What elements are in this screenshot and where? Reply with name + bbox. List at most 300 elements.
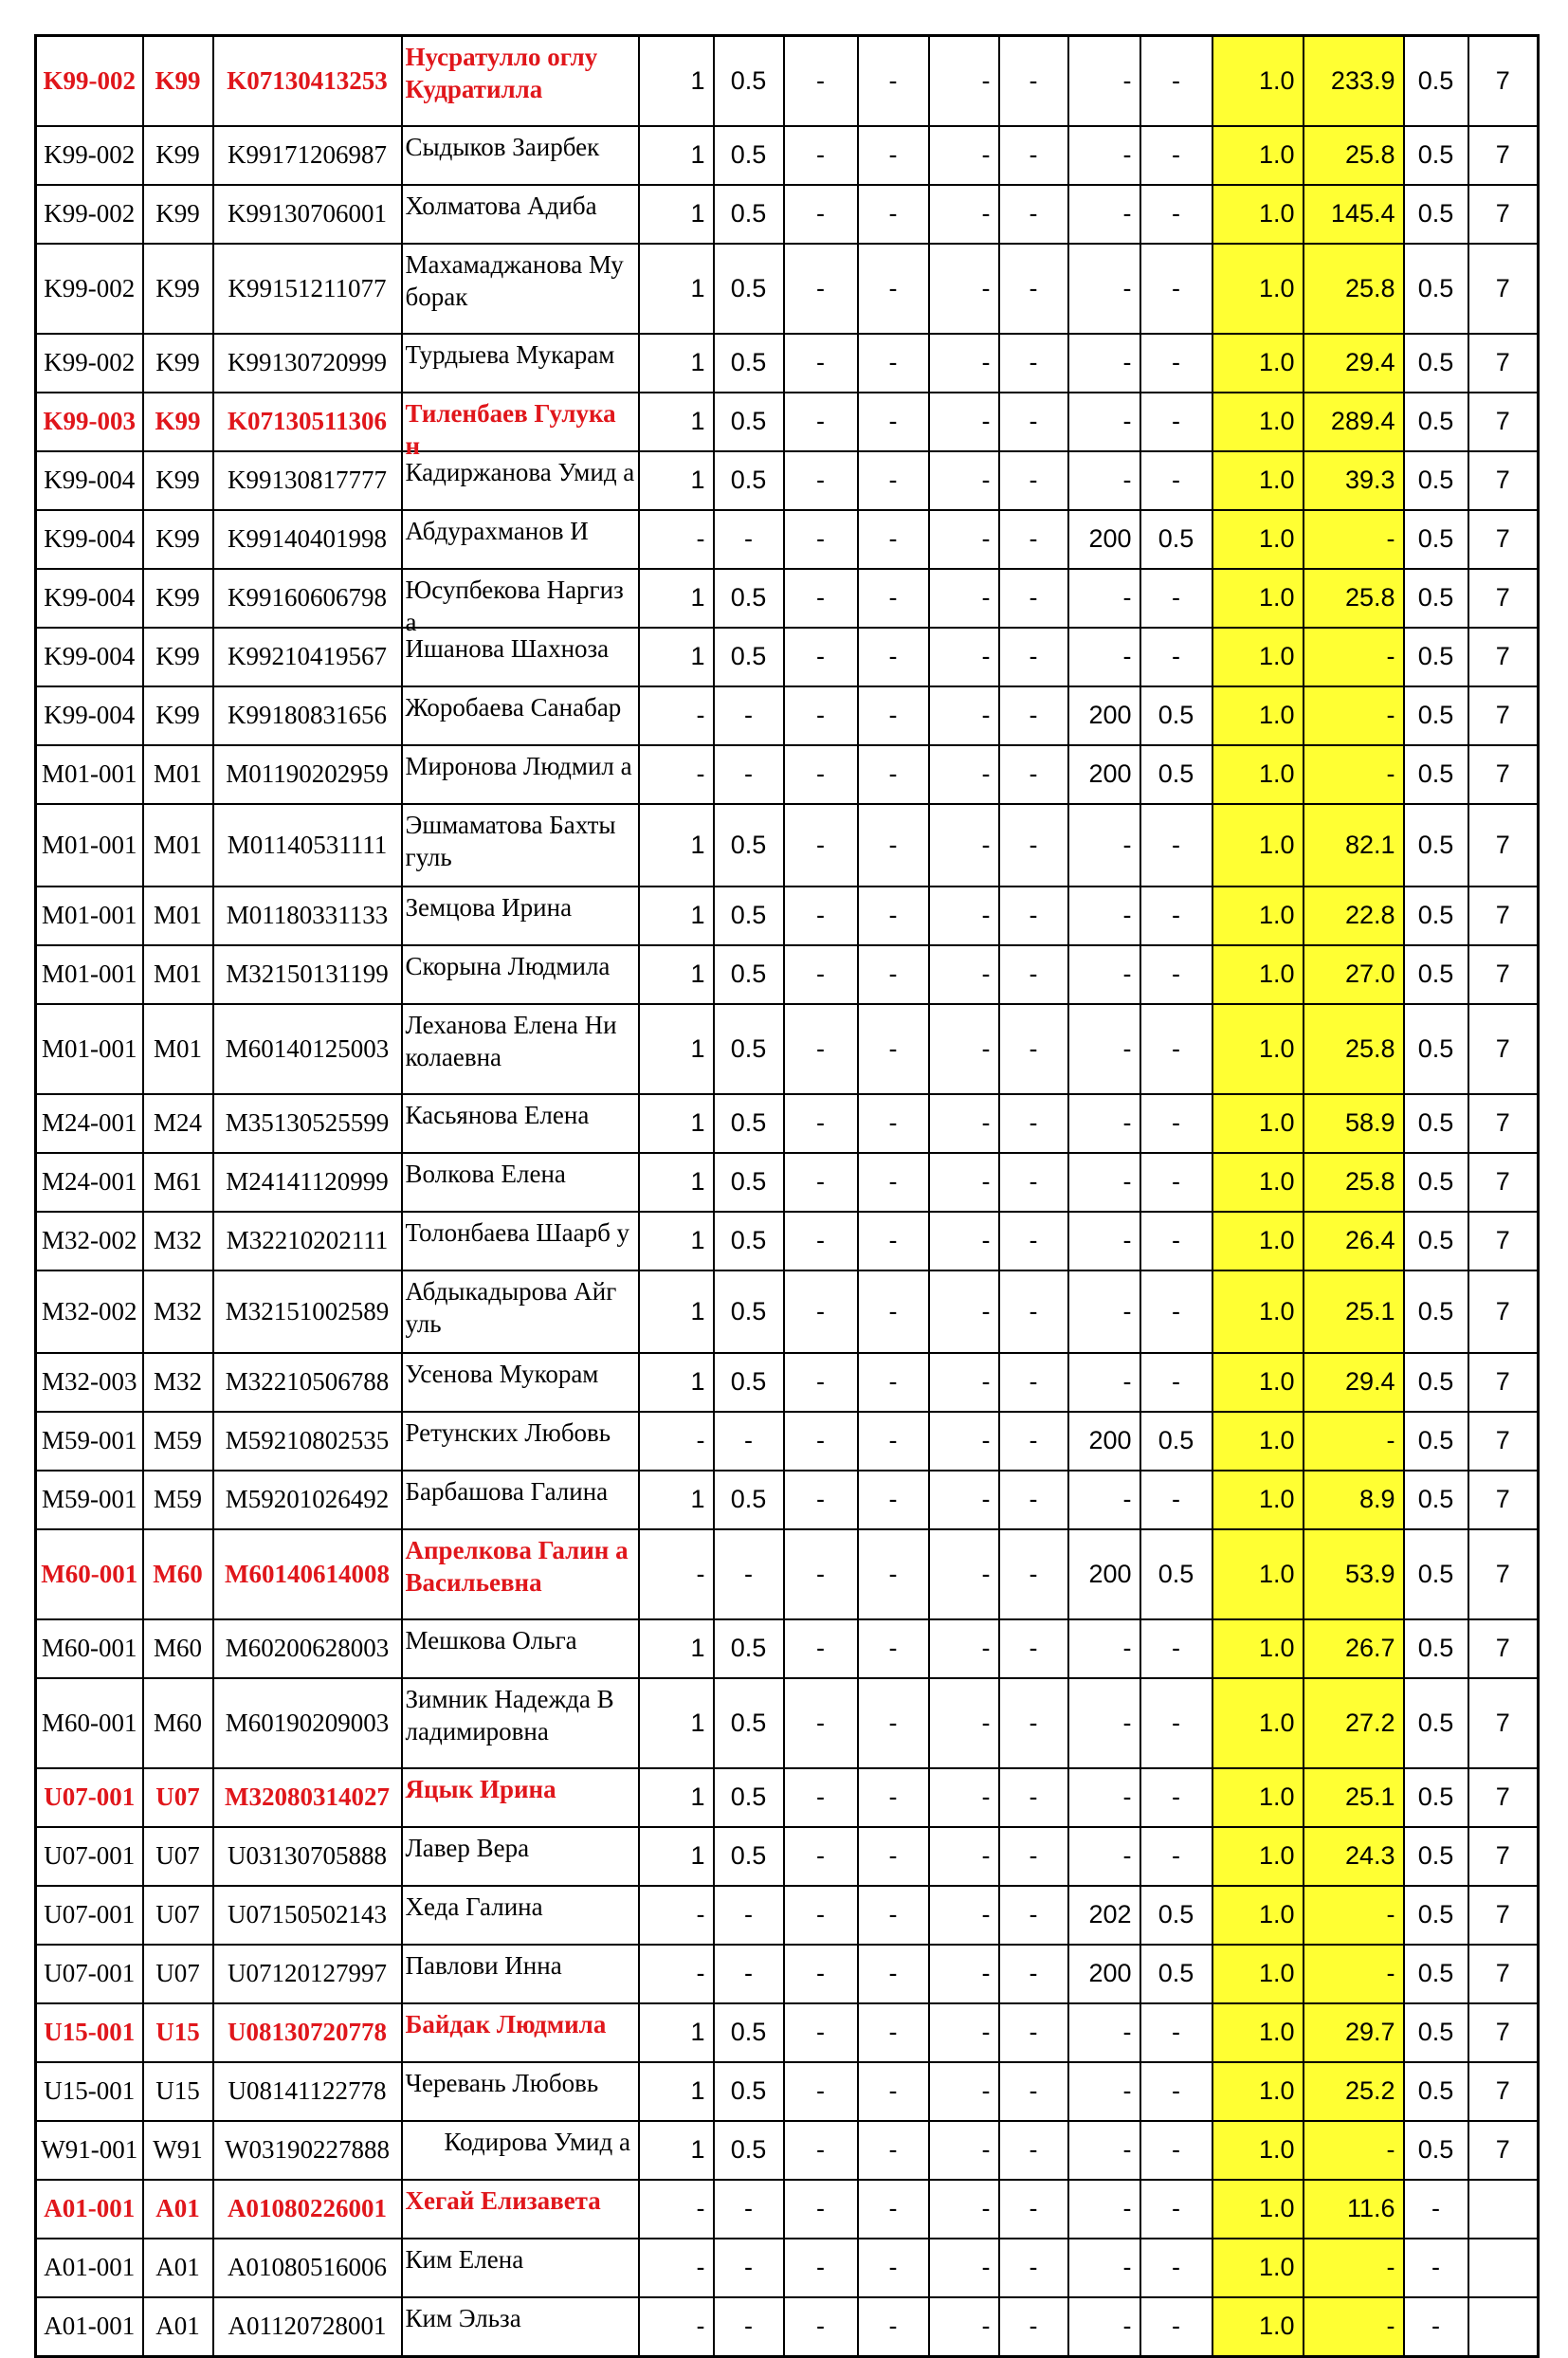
account-code-cell: M01-001 <box>36 1004 143 1094</box>
col-4-cell: - <box>858 1945 929 2003</box>
table-row <box>36 1153 1539 1212</box>
rate-cell: 0.5 <box>714 185 784 244</box>
factor-cell: 1.0 <box>1212 1529 1304 1619</box>
client-name-text: Махамаджанова Му борак <box>405 250 624 311</box>
col-3-cell: - <box>784 1212 858 1270</box>
branch-cell: U07 <box>143 1768 213 1827</box>
branch-cell: M01 <box>143 1004 213 1094</box>
table-row <box>36 451 1539 510</box>
value-cell: - <box>1304 2121 1404 2180</box>
account-code-cell: M01-001 <box>36 804 143 887</box>
amount-rate-cell: - <box>1140 2121 1212 2180</box>
factor-cell: 1.0 <box>1212 628 1304 686</box>
factor-cell: 1.0 <box>1212 1094 1304 1153</box>
branch-cell: K99 <box>143 686 213 745</box>
count-cell: - <box>639 510 714 569</box>
branch-cell: K99 <box>143 393 213 451</box>
col-6-cell: - <box>999 1768 1068 1827</box>
client-name-text: Холматова Адиба <box>405 192 597 220</box>
level-cell: 7 <box>1468 1471 1539 1529</box>
factor-cell: 1.0 <box>1212 334 1304 393</box>
amount-cell: - <box>1068 36 1140 127</box>
col-3-cell: - <box>784 1886 858 1945</box>
rate-cell: - <box>714 2239 784 2297</box>
col-4-cell: - <box>858 126 929 185</box>
client-id-cell: K07130413253 <box>213 36 402 127</box>
rate-cell: 0.5 <box>714 334 784 393</box>
col-5-cell: - <box>929 1212 999 1270</box>
client-id-cell: K99160606798 <box>213 569 402 628</box>
client-name-cell <box>402 945 639 1004</box>
table-row <box>36 1827 1539 1886</box>
col-6-cell: - <box>999 2003 1068 2062</box>
share-cell: 0.5 <box>1404 393 1468 451</box>
share-cell: 0.5 <box>1404 1529 1468 1619</box>
table-row <box>36 1270 1539 1353</box>
amount-cell: - <box>1068 2003 1140 2062</box>
account-code-cell: K99-002 <box>36 244 143 334</box>
col-4-cell: - <box>858 945 929 1004</box>
value-cell: - <box>1304 628 1404 686</box>
amount-rate-cell: - <box>1140 2180 1212 2239</box>
table-row <box>36 1212 1539 1270</box>
col-5-cell: - <box>929 2062 999 2121</box>
value-cell: - <box>1304 1945 1404 2003</box>
share-cell: 0.5 <box>1404 1094 1468 1153</box>
col-3-cell: - <box>784 2121 858 2180</box>
branch-cell: U07 <box>143 1886 213 1945</box>
client-name-cell <box>402 1212 639 1270</box>
client-id-cell: M35130525599 <box>213 1094 402 1153</box>
col-3-cell: - <box>784 451 858 510</box>
col-4-cell: - <box>858 569 929 628</box>
rate-cell: - <box>714 1412 784 1471</box>
value-cell: 8.9 <box>1304 1471 1404 1529</box>
share-cell: 0.5 <box>1404 1153 1468 1212</box>
amount-cell: 200 <box>1068 1412 1140 1471</box>
amount-rate-cell: - <box>1140 1353 1212 1412</box>
branch-cell: M32 <box>143 1270 213 1353</box>
rate-cell: 0.5 <box>714 887 784 945</box>
client-id-cell: U07120127997 <box>213 1945 402 2003</box>
amount-cell: - <box>1068 1827 1140 1886</box>
col-6-cell: - <box>999 1678 1068 1768</box>
client-id-cell: M01190202959 <box>213 745 402 804</box>
share-cell: 0.5 <box>1404 887 1468 945</box>
col-6-cell: - <box>999 1945 1068 2003</box>
col-4-cell: - <box>858 745 929 804</box>
branch-cell: A01 <box>143 2297 213 2357</box>
client-name-cell <box>402 1153 639 1212</box>
col-3-cell: - <box>784 1678 858 1768</box>
col-5-cell: - <box>929 1827 999 1886</box>
value-cell: 29.4 <box>1304 334 1404 393</box>
value-cell: - <box>1304 1412 1404 1471</box>
amount-cell: 200 <box>1068 1529 1140 1619</box>
client-name-text: Усенова Мукорам <box>405 1360 599 1388</box>
branch-cell: A01 <box>143 2180 213 2239</box>
col-5-cell: - <box>929 2180 999 2239</box>
client-name-cell <box>402 628 639 686</box>
col-4-cell: - <box>858 1827 929 1886</box>
client-name-text: Хегай Елизавета <box>405 2186 601 2215</box>
account-code-cell: U15-001 <box>36 2062 143 2121</box>
col-4-cell: - <box>858 1768 929 1827</box>
rate-cell: - <box>714 745 784 804</box>
col-5-cell: - <box>929 244 999 334</box>
factor-cell: 1.0 <box>1212 2121 1304 2180</box>
value-cell: 22.8 <box>1304 887 1404 945</box>
amount-cell: - <box>1068 1471 1140 1529</box>
amount-rate-cell: - <box>1140 393 1212 451</box>
table-row <box>36 2180 1539 2239</box>
col-6-cell: - <box>999 1270 1068 1353</box>
branch-cell: M60 <box>143 1529 213 1619</box>
level-cell: 7 <box>1468 334 1539 393</box>
share-cell: 0.5 <box>1404 36 1468 127</box>
client-name-text: Лавер Вера <box>405 1834 530 1862</box>
table-body <box>36 36 1539 2357</box>
client-id-cell: U08130720778 <box>213 2003 402 2062</box>
factor-cell: 1.0 <box>1212 1619 1304 1678</box>
share-cell: 0.5 <box>1404 334 1468 393</box>
col-3-cell: - <box>784 1412 858 1471</box>
client-name-text: Сыдыков Заирбек <box>405 133 600 161</box>
factor-cell: 1.0 <box>1212 945 1304 1004</box>
amount-cell: - <box>1068 2180 1140 2239</box>
count-cell: 1 <box>639 628 714 686</box>
col-4-cell: - <box>858 1004 929 1094</box>
col-4-cell: - <box>858 334 929 393</box>
share-cell: 0.5 <box>1404 2121 1468 2180</box>
col-4-cell: - <box>858 686 929 745</box>
table-row <box>36 244 1539 334</box>
amount-cell: 200 <box>1068 510 1140 569</box>
share-cell: 0.5 <box>1404 1768 1468 1827</box>
client-id-cell: M32210506788 <box>213 1353 402 1412</box>
client-name-text: Турдыева Мукарам <box>405 340 615 369</box>
factor-cell: 1.0 <box>1212 185 1304 244</box>
amount-cell: - <box>1068 804 1140 887</box>
factor-cell: 1.0 <box>1212 244 1304 334</box>
factor-cell: 1.0 <box>1212 126 1304 185</box>
count-cell: 1 <box>639 1827 714 1886</box>
rate-cell: 0.5 <box>714 1619 784 1678</box>
factor-cell: 1.0 <box>1212 451 1304 510</box>
client-name-text: Зимник Надежда В ладимировна <box>405 1685 614 1746</box>
client-id-cell: K99130817777 <box>213 451 402 510</box>
col-5-cell: - <box>929 887 999 945</box>
col-4-cell: - <box>858 1678 929 1768</box>
amount-rate-cell: - <box>1140 2062 1212 2121</box>
rate-cell: 0.5 <box>714 2003 784 2062</box>
col-6-cell: - <box>999 510 1068 569</box>
col-5-cell: - <box>929 1886 999 1945</box>
table-row <box>36 628 1539 686</box>
rate-cell: 0.5 <box>714 1270 784 1353</box>
rate-cell: - <box>714 1886 784 1945</box>
amount-cell: - <box>1068 628 1140 686</box>
level-cell: 7 <box>1468 451 1539 510</box>
col-3-cell: - <box>784 945 858 1004</box>
branch-cell: M60 <box>143 1678 213 1768</box>
table-row <box>36 510 1539 569</box>
col-3-cell: - <box>784 745 858 804</box>
account-code-cell: M24-001 <box>36 1153 143 1212</box>
col-3-cell: - <box>784 804 858 887</box>
count-cell: 1 <box>639 2121 714 2180</box>
col-5-cell: - <box>929 334 999 393</box>
col-4-cell: - <box>858 244 929 334</box>
amount-rate-cell: - <box>1140 1827 1212 1886</box>
factor-cell: 1.0 <box>1212 393 1304 451</box>
share-cell: 0.5 <box>1404 1212 1468 1270</box>
amount-rate-cell: - <box>1140 945 1212 1004</box>
col-4-cell: - <box>858 2297 929 2357</box>
amount-rate-cell: 0.5 <box>1140 1412 1212 1471</box>
client-name-cell <box>402 510 639 569</box>
factor-cell: 1.0 <box>1212 1471 1304 1529</box>
col-3-cell: - <box>784 1353 858 1412</box>
account-code-cell: K99-004 <box>36 686 143 745</box>
table-row <box>36 1945 1539 2003</box>
client-name-cell <box>402 244 639 334</box>
amount-rate-cell: - <box>1140 36 1212 127</box>
level-cell: 7 <box>1468 185 1539 244</box>
table-row <box>36 2003 1539 2062</box>
count-cell: - <box>639 2180 714 2239</box>
value-cell: 25.2 <box>1304 2062 1404 2121</box>
amount-cell: - <box>1068 1270 1140 1353</box>
amount-cell: - <box>1068 126 1140 185</box>
share-cell: 0.5 <box>1404 1412 1468 1471</box>
col-4-cell: - <box>858 1619 929 1678</box>
count-cell: 1 <box>639 2062 714 2121</box>
share-cell: 0.5 <box>1404 1353 1468 1412</box>
account-code-cell: M59-001 <box>36 1471 143 1529</box>
amount-cell: - <box>1068 1153 1140 1212</box>
amount-rate-cell: - <box>1140 1094 1212 1153</box>
rate-cell: - <box>714 2180 784 2239</box>
level-cell <box>1468 2297 1539 2357</box>
branch-cell: K99 <box>143 510 213 569</box>
count-cell: - <box>639 1945 714 2003</box>
amount-cell: 202 <box>1068 1886 1140 1945</box>
rate-cell: - <box>714 686 784 745</box>
col-4-cell: - <box>858 2239 929 2297</box>
value-cell: 27.2 <box>1304 1678 1404 1768</box>
table-row <box>36 1471 1539 1529</box>
table-row <box>36 1678 1539 1768</box>
share-cell: 0.5 <box>1404 804 1468 887</box>
rate-cell: 0.5 <box>714 1768 784 1827</box>
level-cell: 7 <box>1468 887 1539 945</box>
amount-rate-cell: - <box>1140 244 1212 334</box>
amount-cell: - <box>1068 887 1140 945</box>
rate-cell: 0.5 <box>714 1212 784 1270</box>
branch-cell: K99 <box>143 569 213 628</box>
amount-rate-cell: - <box>1140 1212 1212 1270</box>
branch-cell: K99 <box>143 628 213 686</box>
share-cell: - <box>1404 2180 1468 2239</box>
amount-rate-cell: - <box>1140 451 1212 510</box>
col-4-cell: - <box>858 451 929 510</box>
table-row <box>36 2062 1539 2121</box>
branch-cell: K99 <box>143 36 213 127</box>
level-cell: 7 <box>1468 1004 1539 1094</box>
client-name-text: Барбашова Галина <box>405 1477 609 1506</box>
branch-cell: M01 <box>143 887 213 945</box>
col-6-cell: - <box>999 887 1068 945</box>
level-cell: 7 <box>1468 2121 1539 2180</box>
value-cell: 26.4 <box>1304 1212 1404 1270</box>
rate-cell: 0.5 <box>714 1353 784 1412</box>
rate-cell: 0.5 <box>714 451 784 510</box>
col-5-cell: - <box>929 2297 999 2357</box>
col-5-cell: - <box>929 1768 999 1827</box>
col-4-cell: - <box>858 1529 929 1619</box>
table-row <box>36 1768 1539 1827</box>
value-cell: 26.7 <box>1304 1619 1404 1678</box>
col-5-cell: - <box>929 2121 999 2180</box>
level-cell: 7 <box>1468 1945 1539 2003</box>
count-cell: 1 <box>639 2003 714 2062</box>
col-4-cell: - <box>858 1212 929 1270</box>
level-cell: 7 <box>1468 1827 1539 1886</box>
amount-rate-cell: - <box>1140 804 1212 887</box>
account-code-cell: K99-002 <box>36 185 143 244</box>
amount-cell: - <box>1068 185 1140 244</box>
table-row <box>36 1619 1539 1678</box>
col-6-cell: - <box>999 244 1068 334</box>
col-5-cell: - <box>929 945 999 1004</box>
col-6-cell: - <box>999 945 1068 1004</box>
amount-cell: - <box>1068 1678 1140 1768</box>
level-cell: 7 <box>1468 2003 1539 2062</box>
col-3-cell: - <box>784 887 858 945</box>
factor-cell: 1.0 <box>1212 686 1304 745</box>
client-name-cell <box>402 2239 639 2297</box>
client-id-cell: A01080226001 <box>213 2180 402 2239</box>
share-cell: 0.5 <box>1404 2062 1468 2121</box>
value-cell: 58.9 <box>1304 1094 1404 1153</box>
client-id-cell: U07150502143 <box>213 1886 402 1945</box>
col-5-cell: - <box>929 628 999 686</box>
amount-cell: - <box>1068 1619 1140 1678</box>
account-code-cell: M59-001 <box>36 1412 143 1471</box>
col-3-cell: - <box>784 1153 858 1212</box>
client-id-cell: K99171206987 <box>213 126 402 185</box>
client-name-cell <box>402 1353 639 1412</box>
count-cell: - <box>639 745 714 804</box>
amount-cell: - <box>1068 393 1140 451</box>
client-name-cell <box>402 1412 639 1471</box>
level-cell: 7 <box>1468 1619 1539 1678</box>
amount-cell: - <box>1068 2239 1140 2297</box>
amount-rate-cell: - <box>1140 887 1212 945</box>
rate-cell: 0.5 <box>714 1153 784 1212</box>
share-cell: 0.5 <box>1404 510 1468 569</box>
branch-cell: M59 <box>143 1471 213 1529</box>
col-6-cell: - <box>999 569 1068 628</box>
level-cell: 7 <box>1468 1529 1539 1619</box>
col-5-cell: - <box>929 1945 999 2003</box>
table-row <box>36 1529 1539 1619</box>
branch-cell: M01 <box>143 745 213 804</box>
amount-cell: - <box>1068 569 1140 628</box>
factor-cell: 1.0 <box>1212 1153 1304 1212</box>
col-4-cell: - <box>858 393 929 451</box>
client-id-cell: M59210802535 <box>213 1412 402 1471</box>
col-5-cell: - <box>929 1529 999 1619</box>
col-3-cell: - <box>784 185 858 244</box>
rate-cell: 0.5 <box>714 804 784 887</box>
amount-rate-cell: - <box>1140 1471 1212 1529</box>
count-cell: 1 <box>639 804 714 887</box>
branch-cell: U07 <box>143 1827 213 1886</box>
amount-cell: - <box>1068 1094 1140 1153</box>
col-3-cell: - <box>784 334 858 393</box>
rate-cell: 0.5 <box>714 36 784 127</box>
branch-cell: M32 <box>143 1212 213 1270</box>
col-5-cell: - <box>929 1678 999 1768</box>
rate-cell: 0.5 <box>714 2062 784 2121</box>
value-cell: 27.0 <box>1304 945 1404 1004</box>
client-name-cell <box>402 2121 639 2180</box>
branch-cell: K99 <box>143 185 213 244</box>
share-cell: 0.5 <box>1404 1471 1468 1529</box>
factor-cell: 1.0 <box>1212 1412 1304 1471</box>
table-row <box>36 1004 1539 1094</box>
level-cell: 7 <box>1468 2062 1539 2121</box>
client-name-text: Байдак Людмила <box>405 2010 607 2038</box>
client-name-cell <box>402 804 639 887</box>
col-6-cell: - <box>999 1529 1068 1619</box>
share-cell: 0.5 <box>1404 1619 1468 1678</box>
count-cell: 1 <box>639 1094 714 1153</box>
col-6-cell: - <box>999 1886 1068 1945</box>
rate-cell: 0.5 <box>714 628 784 686</box>
account-code-cell: M60-001 <box>36 1619 143 1678</box>
count-cell: 1 <box>639 1212 714 1270</box>
col-4-cell: - <box>858 1153 929 1212</box>
amount-cell: - <box>1068 2062 1140 2121</box>
factor-cell: 1.0 <box>1212 1353 1304 1412</box>
level-cell: 7 <box>1468 569 1539 628</box>
table-row <box>36 1886 1539 1945</box>
col-5-cell: - <box>929 2239 999 2297</box>
col-4-cell: - <box>858 36 929 127</box>
rate-cell: - <box>714 2297 784 2357</box>
level-cell <box>1468 2239 1539 2297</box>
level-cell: 7 <box>1468 1412 1539 1471</box>
col-6-cell: - <box>999 36 1068 127</box>
rate-cell: 0.5 <box>714 2121 784 2180</box>
share-cell: 0.5 <box>1404 2003 1468 2062</box>
count-cell: 1 <box>639 1471 714 1529</box>
count-cell: - <box>639 1886 714 1945</box>
value-cell: 25.8 <box>1304 244 1404 334</box>
share-cell: 0.5 <box>1404 185 1468 244</box>
client-name-cell <box>402 1004 639 1094</box>
factor-cell: 1.0 <box>1212 1886 1304 1945</box>
amount-rate-cell: 0.5 <box>1140 1886 1212 1945</box>
branch-cell: K99 <box>143 244 213 334</box>
col-6-cell: - <box>999 1412 1068 1471</box>
col-3-cell: - <box>784 1619 858 1678</box>
branch-cell: W91 <box>143 2121 213 2180</box>
client-name-cell <box>402 2297 639 2357</box>
